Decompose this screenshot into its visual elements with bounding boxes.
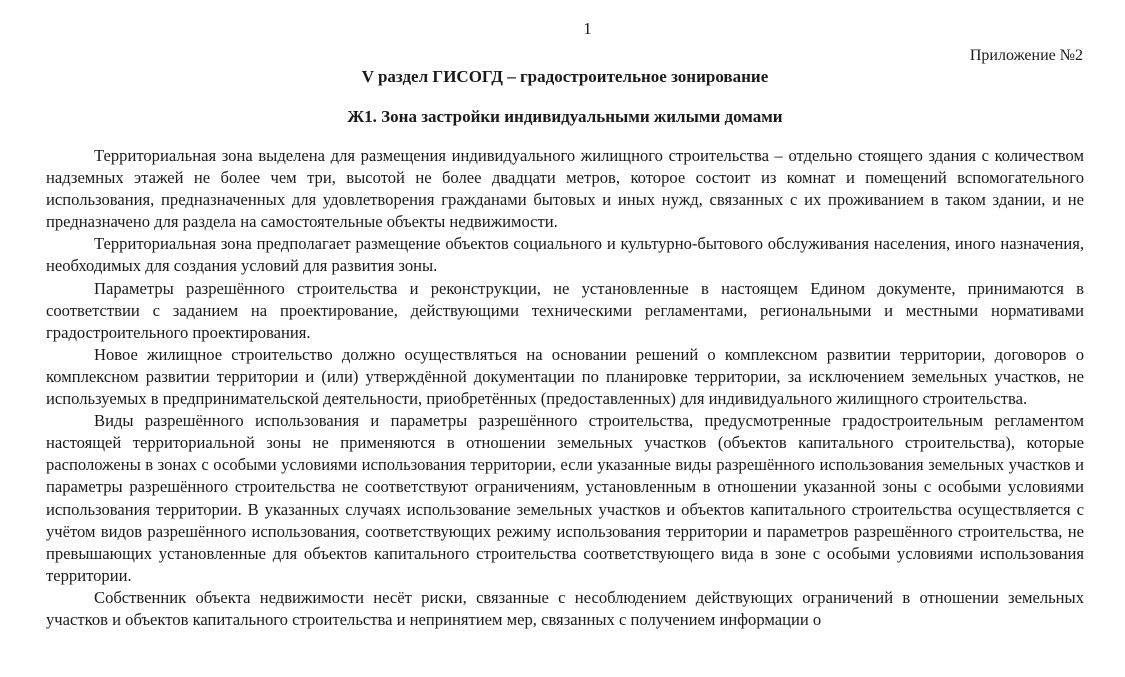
paragraph-3: Параметры разрешённого строительства и реконструкции, не установленные в настоящем Едином документе, принимаются в соответствии с заданием на проектирование, действующими техническими регламентами, региональными и местными нормативами градостроительного проектирования. [46,278,1084,342]
body-text [46,145,1084,631]
appendix-label: Приложение №2 [969,47,1083,64]
paragraph-4: Новое жилищное строительство должно осуществляться на основании решений о комплексном развитии территории, договоров о комплексном развитии территории и (или) утверждённой документации по планировке территории, за исключением земельных участков, не используемых в предпринимательской деятельности, приобретённых (предоставленных) для индивидуального жилищного строительства. [46,344,1084,409]
paragraph-1: Территориальная зона выделена для размещения индивидуального жилищного строительства – отдельно стоящего здания с количеством надземных этажей не более чем три, высотой не более двадцати метров, которое состоит из комнат и помещений вспомогательного использования, предназначенных для удовлетворения гражданами бытовых и иных нужд, связанных с их проживанием в таком здании, и не предназначено для раздела на самостоятельные объекты недвижимости. [46,146,1084,232]
paragraph-5: Виды разрешённого использования и параметры разрешённого строительства, предусмотренные градостроительным регламентом настоящей территориальной зоны не применяются в отношении земельных участков (объектов капитального строительства), которые расположены в зонах с особыми условиями использования территории, если указанные виды разрешённого использования земельных участков и параметры разрешённого строительства не соответствуют ограничениям, установленным в отношении указанной зоны с особыми условиями использования территории. В указанных случаях использование земельных участков и объектов капитального строительства осуществляется с учётом видов разрешённого использования, соответствующих режиму использования территории и параметров разрешённого строительства, не превышающих установленные для объектов капитального строительства соответствующего вида в зоне с особыми условиями использования территории. [46,411,1084,585]
page-number: 1 [583,19,592,38]
zone-title: Ж1. Зона застройки индивидуальными жилыми домами [347,107,783,126]
section-title: V раздел ГИСОГД – градостроительное зонирование [361,67,769,86]
paragraph-6: Собственник объекта недвижимости несёт риски, связанные с несоблюдением действующих ограничений в отношении земельных участков и объектов капитального строительства и непринятием мер, связанных с получением информации о [46,587,1084,629]
paragraph-2: Территориальная зона предполагает размещение объектов социального и культурно-бытового обслуживания населения, иного назначения, необходимых для создания условий для развития зоны. [46,234,1084,276]
